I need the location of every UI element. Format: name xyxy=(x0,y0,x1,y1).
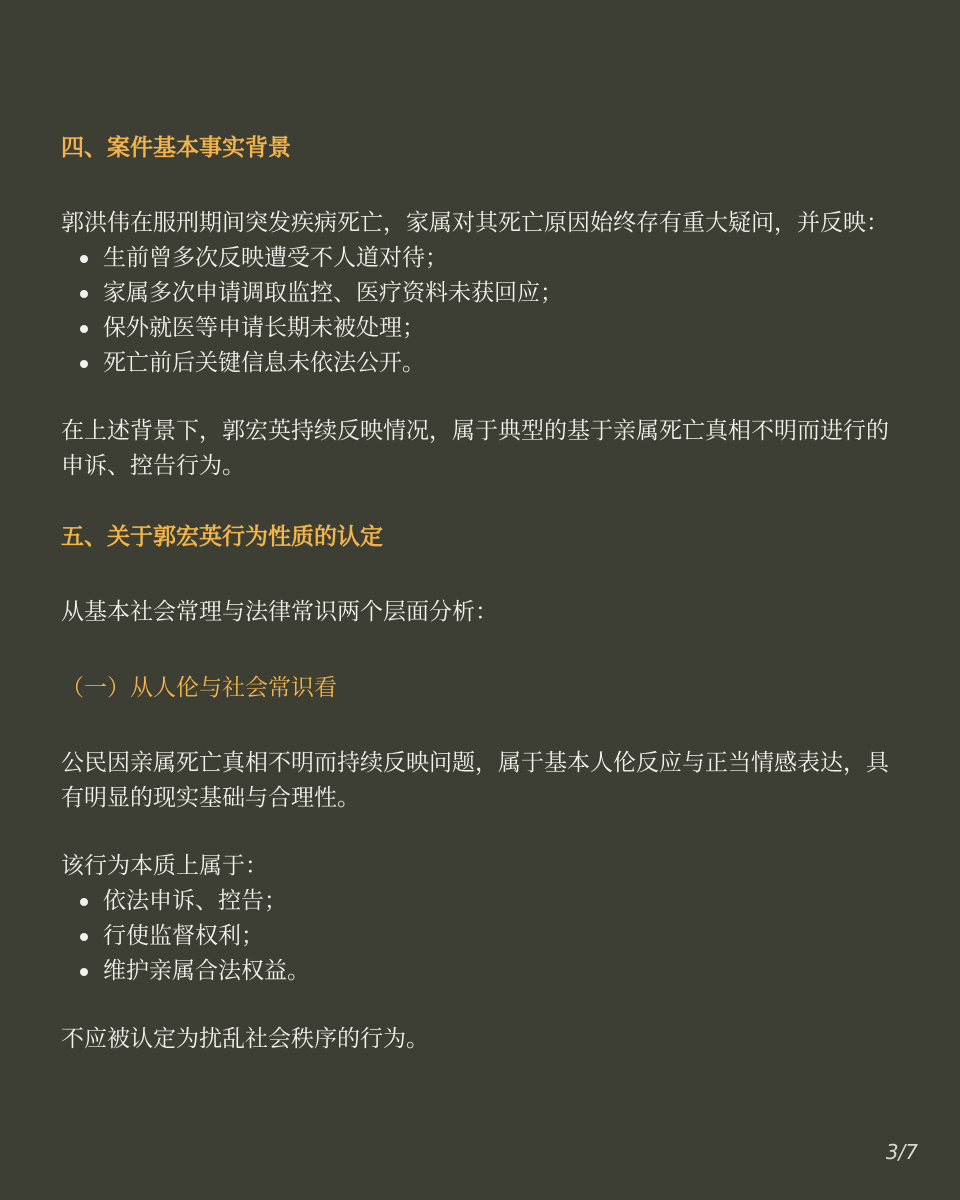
bullet-icon xyxy=(80,325,88,333)
list-item xyxy=(61,346,911,381)
section-5-conclusion: 不应被认定为扰乱社会秩序的行为。 xyxy=(61,1026,429,1052)
list-item xyxy=(61,311,911,346)
bullet-icon xyxy=(80,933,88,941)
bullet-icon xyxy=(80,290,88,298)
section-4-bullet-list xyxy=(61,241,911,381)
list-item-text: 依法申诉、控告； xyxy=(103,888,287,914)
list-item xyxy=(61,241,911,276)
section-5-paragraph: 公民因亲属死亡真相不明而持续反映问题，属于基本人伦反应与正当情感表达，具有明显的现实基础与合理性。 xyxy=(61,750,889,811)
bullet-icon xyxy=(80,898,88,906)
bullet-icon xyxy=(80,360,88,368)
list-item-text: 生前曾多次反映遭受不人道对待； xyxy=(103,245,448,271)
section-4-heading: 四、案件基本事实背景 xyxy=(61,135,291,161)
section-5-heading: 五、关于郭宏英行为性质的认定 xyxy=(61,524,383,550)
section-5-bullet-list xyxy=(61,884,911,989)
bullet-icon xyxy=(80,968,88,976)
list-item-text: 家属多次申请调取监控、医疗资料未获回应； xyxy=(103,280,563,306)
document-body xyxy=(61,128,911,1057)
bullet-icon xyxy=(80,255,88,263)
list-item xyxy=(61,954,911,989)
list-item xyxy=(61,276,911,311)
list-item-text: 维护亲属合法权益。 xyxy=(103,958,310,984)
section-5-intro: 从基本社会常理与法律常识两个层面分析： xyxy=(61,599,498,625)
section-4-conclusion: 在上述背景下，郭宏英持续反映情况，属于典型的基于亲属死亡真相不明而进行的申诉、控告行为。 xyxy=(61,418,889,479)
section-5-subheading: （一）从人伦与社会常识看 xyxy=(61,675,337,701)
page-indicator: 3/7 xyxy=(885,1140,918,1164)
list-item xyxy=(61,919,911,954)
list-item-text: 行使监督权利； xyxy=(103,923,264,949)
list-item xyxy=(61,884,911,919)
section-5-list-intro: 该行为本质上属于： xyxy=(61,853,268,879)
list-item-text: 保外就医等申请长期未被处理； xyxy=(103,315,425,341)
section-4-intro: 郭洪伟在服刑期间突发疾病死亡，家属对其死亡原因始终存有重大疑问，并反映： xyxy=(61,210,889,236)
list-item-text: 死亡前后关键信息未依法公开。 xyxy=(103,350,425,376)
